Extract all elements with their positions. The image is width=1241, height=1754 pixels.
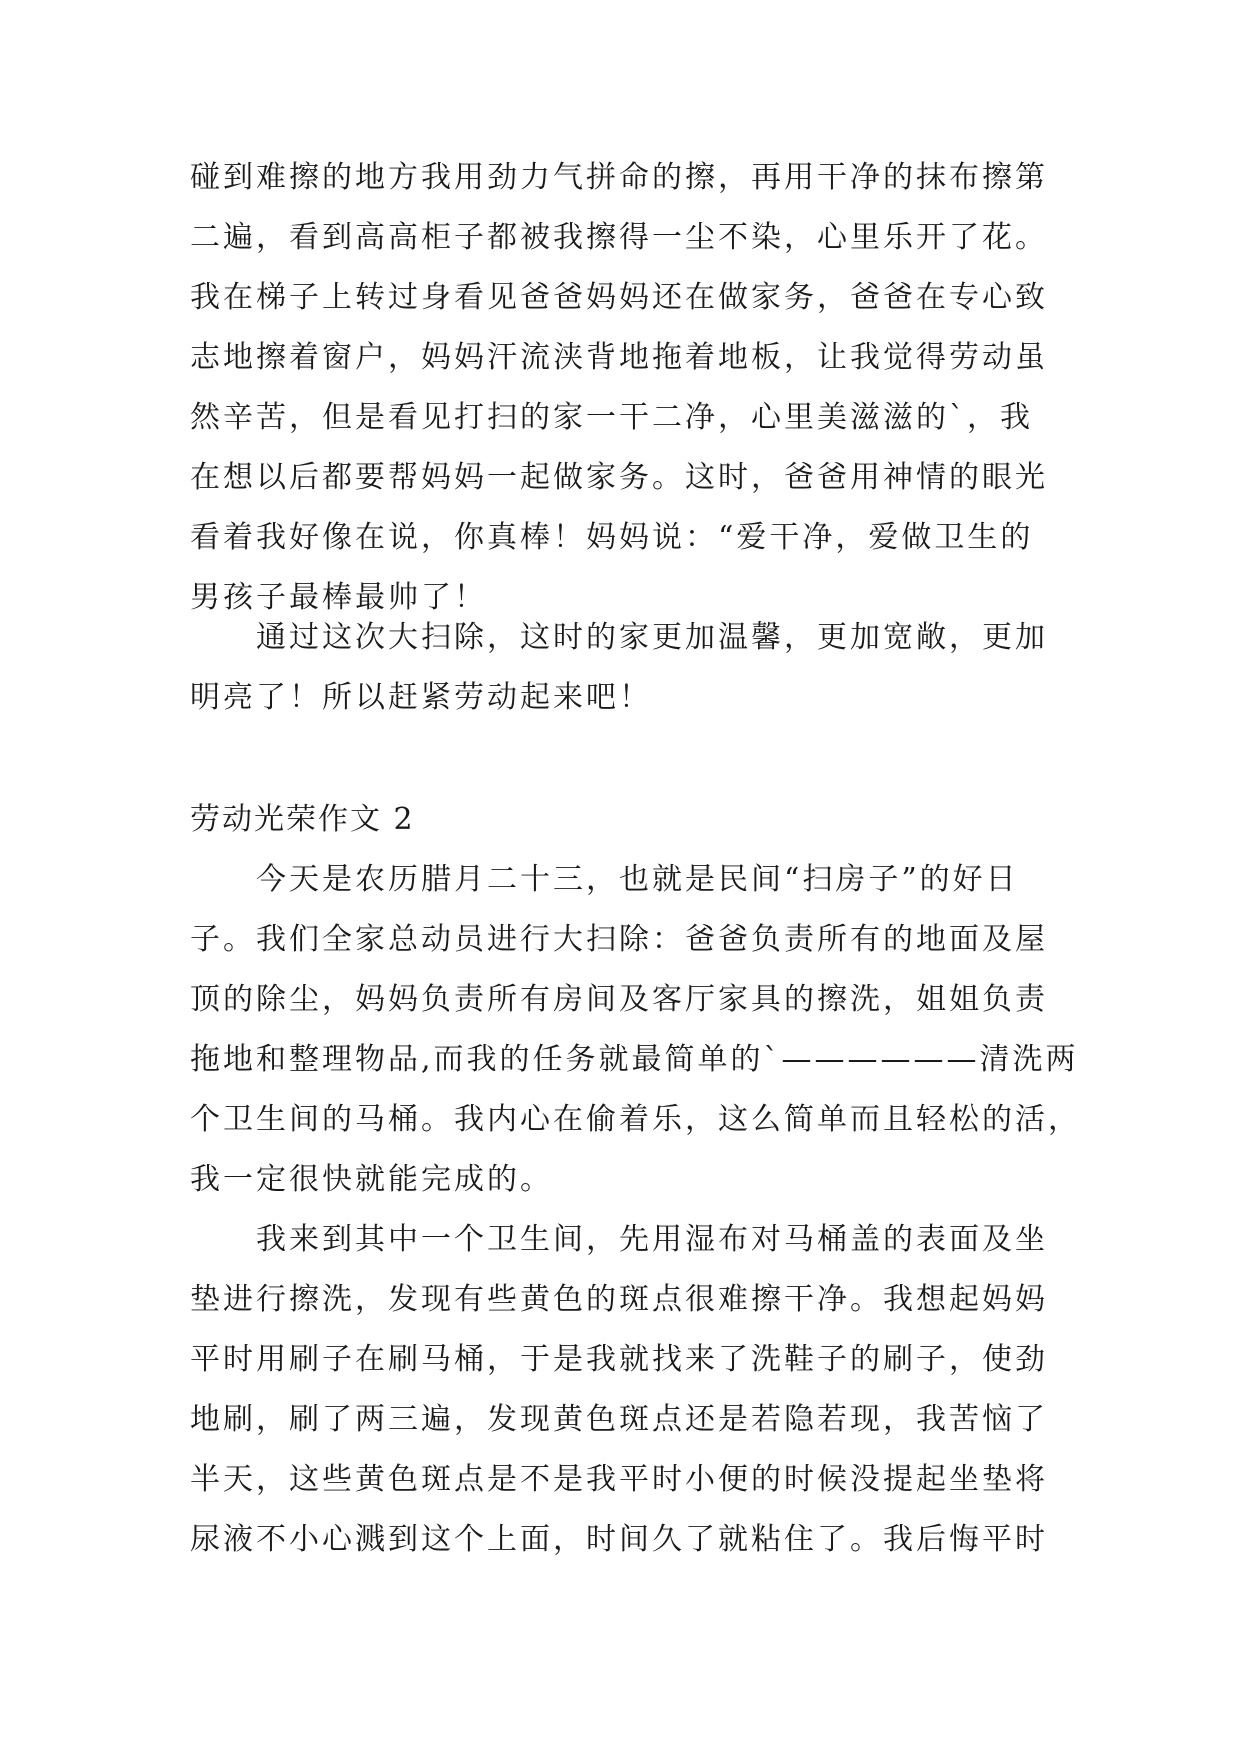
text-line: 通过这次大扫除，这时的家更加温馨，更加宽敞，更加 bbox=[256, 620, 1048, 655]
essay2-paragraph-2 bbox=[190, 1210, 1070, 1570]
essay1-conclusion bbox=[190, 608, 1070, 728]
text-line: 然辛苦，但是看见打扫的家一干二净，心里美滋滋的`，我 bbox=[190, 400, 1033, 435]
text-line: 平时用刷子在刷马桶，于是我就找来了洗鞋子的刷子，使劲 bbox=[190, 1342, 1048, 1377]
text-line: 地刷，刷了两三遍，发现黄色斑点还是若隐若现，我苦恼了 bbox=[190, 1402, 1048, 1437]
text-line: 今天是农历腊月二十三，也就是民间“扫房子”的好日 bbox=[256, 862, 1019, 897]
text-line: 拖地和整理物品,而我的任务就最简单的`——————清洗两 bbox=[190, 1042, 1079, 1077]
essay2-paragraph-1 bbox=[190, 850, 1081, 1210]
essay2-title bbox=[190, 790, 1070, 850]
text-line: 二遍，看到高高柜子都被我擦得一尘不染，心里乐开了花。 bbox=[190, 220, 1048, 255]
text-line: 明亮了！所以赶紧劳动起来吧！ bbox=[190, 680, 652, 715]
text-line: 顶的除尘，妈妈负责所有房间及客厅家具的擦洗，姐姐负责 bbox=[190, 982, 1048, 1017]
text-line: 在想以后都要帮妈妈一起做家务。这时，爸爸用神情的眼光 bbox=[190, 460, 1048, 495]
text-line: 志地擦着窗户，妈妈汗流浃背地拖着地板，让我觉得劳动虽 bbox=[190, 340, 1048, 375]
text-line: 个卫生间的马桶。我内心在偷着乐，这么简单而且轻松的活， bbox=[190, 1102, 1081, 1137]
text-line: 我一定很快就能完成的。 bbox=[190, 1162, 553, 1197]
text-line: 我来到其中一个卫生间，先用湿布对马桶盖的表面及坐 bbox=[256, 1222, 1048, 1257]
text-line: 男孩子最棒最帅了！ bbox=[190, 580, 487, 615]
text-line: 碰到难擦的地方我用劲力气拼命的擦，再用干净的抹布擦第 bbox=[190, 160, 1048, 195]
text-line: 子。我们全家总动员进行大扫除：爸爸负责所有的地面及屋 bbox=[190, 922, 1048, 957]
text-line: 我在梯子上转过身看见爸爸妈妈还在做家务，爸爸在专心致 bbox=[190, 280, 1048, 315]
text-line: 半天，这些黄色斑点是不是我平时小便的时候没提起坐垫将 bbox=[190, 1462, 1048, 1497]
text-line: 尿液不小心溅到这个上面，时间久了就粘住了。我后悔平时 bbox=[190, 1522, 1048, 1557]
section-title: 劳动光荣作文 2 bbox=[190, 802, 415, 837]
text-line: 看着我好像在说，你真棒！妈妈说：“爱干净，爱做卫生的 bbox=[190, 520, 1034, 555]
essay1-paragraph-ending bbox=[190, 148, 1070, 628]
text-line: 垫进行擦洗，发现有些黄色的斑点很难擦干净。我想起妈妈 bbox=[190, 1282, 1048, 1317]
